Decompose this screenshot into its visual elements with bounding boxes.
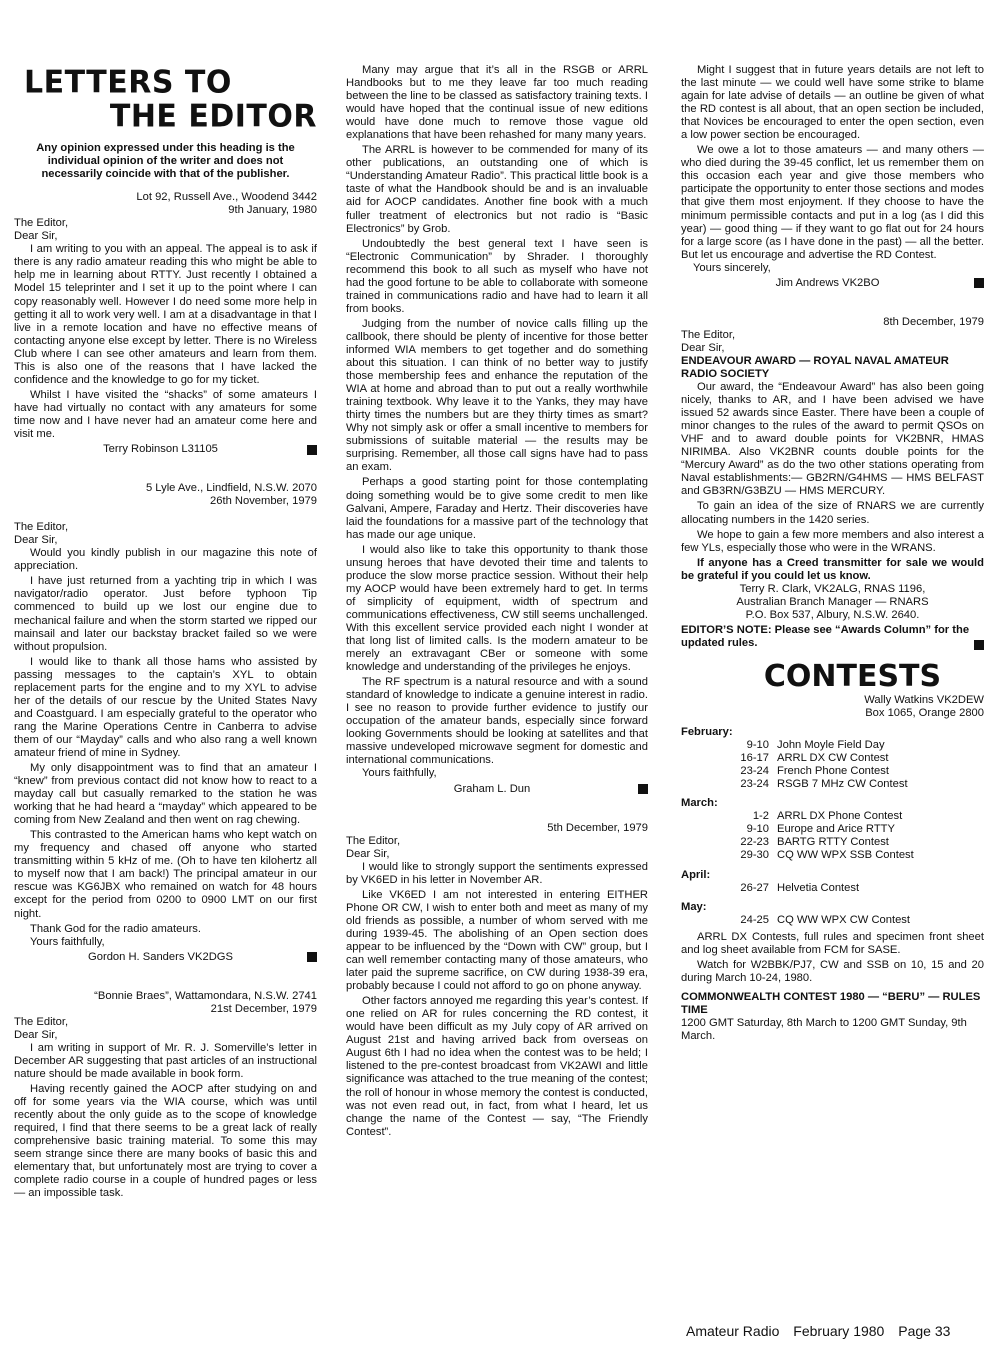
contests-author: Wally Watkins VK2DEW [864,693,984,706]
contest-event [681,810,984,823]
letter-closing: Yours faithfully, [30,935,105,948]
contest-event [681,882,984,895]
contest-name: Helvetia Contest [777,881,860,894]
letter-date: 8th December, 1979 [883,315,984,328]
footer-issue: February 1980 [793,1323,885,1339]
contest-month: March: [681,797,718,810]
time-label: TIME [681,1003,708,1016]
contest-event [681,739,984,752]
contest-name: CQ WW WPX SSB Contest [777,849,914,862]
signature-row [14,443,317,456]
letter-paragraph: Many may argue that it’s all in the RSGB or ARRL Handbooks but to me they leave far too much reading between the line to be classed as satisfactory training texts. I would have hoped that the continual issue of new editions would have done much to remove those vague old explanations that have been rehashed for many many years. [346,64,648,142]
salutation: Dear Sir, [14,534,58,547]
time-text: 1200 GMT Saturday, 8th March to 1200 GMT Sunday, 9th March. [681,1017,967,1043]
letter-closing: Yours sincerely, [693,261,771,274]
letter-address: 5 Lyle Ave., Lindfield, N.S.W. 2070 [145,482,317,495]
contest-dates: 23-24 [740,778,769,791]
letter-paragraph: If anyone has a Creed transmitter for sale we would be grateful if you could let us know. [681,556,984,582]
letter-signature: Terry Robinson L31105 [103,443,218,456]
letter-paragraph: Would you kindly publish in our magazine this note of appreciation. [14,547,317,573]
letter-clark [681,316,984,650]
end-mark-icon [974,278,984,288]
salutation: Dear Sir, [346,847,390,860]
letter-signature: Gordon H. Sanders VK2DGS [88,950,233,963]
editors-note: EDITOR’S NOTE: Please see “Awards Column” for the updated rules. [681,623,970,649]
contest-dates: 9-10 [746,823,769,836]
contest-dates: 23-24 [740,765,769,778]
section-heading-line1: LETTERS TO [24,64,232,101]
letter-paragraph: Thank God for the radio amateurs. [30,922,202,935]
contest-event [681,765,984,778]
contests-paragraph: ARRL DX Contests, full rules and specimen front sheet and log sheet available from FCM for SASE. [681,930,984,956]
signature-row [681,277,984,290]
salutation: The Editor, [14,217,69,230]
contest-dates: 24-25 [740,913,769,926]
contest-name: John Moyle Field Day [777,739,885,752]
contest-month: February: [681,726,733,739]
letter-date: 21st December, 1979 [210,1002,317,1015]
letter-paragraph: Other factors annoyed me regarding this year’s contest. If one relied on AR for rules concerning the RD contest, it would have been difficult as my July copy of AR arrived on August 21st and having arrived back from overseas on August 6th I had no idea when the contest was to be held; I listened to the pre-contest broadcast from VK2AWI and little significance was attached to the true meaning of the contest; the roll of honour in whose memory the contest is conducted, was not even read out, in fact, from what I heard, let us change the name of the Contest — say, “The Friendly Contest”. [346,995,648,1138]
letter-paragraph: Undoubtedly the best general text I have seen is “Electronic Communication” by Shrader. I thoroughly recommend this book to all such as myself who have not had the good fortune to be able to collaborate with someone trained in communications radio and have had to learn it all from books. [346,237,648,315]
contest-name: RSGB 7 MHz CW Contest [777,778,908,791]
letter-paragraph: Perhaps a good starting point for those contemplating doing something would be to give some credit to men like Galvani, Ampere, Faraday and Hertz. Their discoveries have laid the foundations for a massive part of the technology that has made our age unique. [346,476,648,541]
letter-paragraph: I would like to strongly support the sentiments expressed by VK6ED in his letter in November AR. [346,860,648,886]
contests-heading: CONTESTS [763,658,942,694]
contest-dates: 29-30 [740,849,769,862]
contest-dates: 26-27 [740,881,769,894]
footer-publication: Amateur Radio [686,1323,780,1339]
footer-page-number: Page 33 [898,1323,951,1339]
letter-address: “Bonnie Braes”, Wattamondara, N.S.W. 2741 [94,989,317,1002]
letter-dun [14,990,317,1201]
contest-calendar [681,726,984,927]
letter-andrews [346,822,648,1139]
salutation: Dear Sir, [14,1028,58,1041]
letter-sanders [14,482,317,964]
letter-signature: Graham L. Dun [453,782,531,795]
letter-paragraph: I would like to thank all those hams who assisted by passing messages to the captain’s XYL to obtain replacement parts for the engine and to my XYL to advise her of the details of our rescue by the United States Navy and Coastguard. I am especially grateful to the operator who rang the Marine Operations Centre in Canberra to advise them of our “Mayday” calls and who also rang a well known amateur friend of mine in Sydney. [14,655,317,759]
letter-paragraph: We hope to gain a few more members and also interest a few YLs, especially those who were in the WRANS. [681,528,984,554]
contest-event [681,823,984,836]
contest-month: May: [681,900,707,913]
contest-month: April: [681,868,711,881]
column-1 [14,66,317,1200]
salutation: The Editor, [346,834,401,847]
contest-event [681,752,984,765]
contest-event [681,849,984,862]
contest-name: Europe and Arice RTTY [777,823,895,836]
letter-paragraph: Whilst I have visited the “shacks” of some amateurs I have had virtually no contact with any amateurs for some time now and I have never had an amateur come here and visit me. [14,388,317,440]
contests-paragraph: Watch for W2BBK/PJ7, CW and SSB on 10, 15 and 20 during March 10-24, 1980. [681,958,984,984]
end-mark-icon [974,640,984,650]
letter-date: 26th November, 1979 [210,495,317,508]
end-mark-icon [638,784,648,794]
page-footer [686,1325,986,1338]
disclaimer-notice: Any opinion expressed under this heading is the individual opinion of the writer and does not necessarily coincide with that of the publisher. [36,142,295,181]
editors-note-row [681,624,984,650]
contest-dates: 9-10 [746,739,769,752]
end-mark-icon [307,445,317,455]
letter-paragraph: The ARRL is however to be commended for many of its other publications, an outstanding one of which is “Understanding Amateur Radio”. This practical little book is a taste of what the Handbook should be and is an invaluable aid for AOCP candidates. Another fine book with a much fuller treatment of electronics but not radio is “Basic Electronics” by Grob. [346,144,648,235]
letter-signature-line: Australian Branch Manager — RNARS [736,595,929,608]
letter-date: 5th December, 1979 [547,821,648,834]
contest-dates: 16-17 [740,752,769,765]
contest-dates: 22-23 [740,836,769,849]
letter-paragraph: I am writing in support of Mr. R. J. Somerville’s letter in December AR suggesting that past articles of an instructional nature should be made available in book form. [14,1041,317,1080]
signature-row [346,783,648,796]
end-mark-icon [307,952,317,962]
letter-paragraph: My only disappointment was to find that an amateur I “knew” from previous contact did not know how to react to a mayday call but casually remarked to the station he was working that he had heard a “mayday” which appeared to be coming from New Zealand and then went on rag chewing. [14,762,317,827]
contest-event [681,778,984,791]
letter-paragraph: Might I suggest that in future years details are not left to the last minute — we could well have some strike to blame again for late advise of details — an outline be given of what the RD contest is all about, that an open section be included, that Novices be encouraged to enter the open section, even a low power section be encouraged. [681,64,984,142]
contest-dates: 1-2 [752,810,769,823]
letter-paragraph: We owe a lot to those amateurs — and many others — who died during the 39-45 conflict, let us remember them on this occasion each year and give those members who participate the opportunity to enter those sections and modes that give them most enjoyment. If they choose to have the minimum permissible contacts and put in a log (as I did this year) — good thing — if they want to go flat out for 24 hours for a large score (as I have done in the past) — all the better. But let us encourage and advertise the RD Contest. [681,144,984,261]
commonwealth-heading: COMMONWEALTH CONTEST 1980 — “BERU” — RULES [681,990,981,1003]
letter-paragraph: Our award, the “Endeavour Award” has also been going nicely, thanks to AR, and I have been advised we have issued 52 awards since Easter. There have been a couple of minor changes to the rules of the award to permit QSOs on VHF and to award double points for VK2BNR, HMAS NIRIMBA. Also VK2BNR counts double points for the “Mercury Award” as do the two other stations operating from Naval establishments:— GB2RN/G4HMS — HMS BELFAST and GB3RN/G3BZU — HMS MERCURY. [681,381,984,498]
contest-event [681,836,984,849]
salutation: Dear Sir, [681,341,725,354]
letter-paragraph: Judging from the number of novice calls filling up the callbook, there should be plenty of incentive for those better informed WIA members to get together and do something about this situation. I can think of no better way to justify those membership fees and enhance the reputation of the WIA at home and abroad than to put out a really worthwhile training textbook. Why leave it to the Yanks, they may have thirty times the numbers but are they thirty times as smart? Why not simply ask or offer a small incentive to members for submissions of suitable material — the results may be surprising. Remember, all those call signs have had to pass an exam. [346,317,648,474]
salutation: The Editor, [14,521,69,534]
letter-date: 9th January, 1980 [228,204,317,217]
letter-paragraph: Having recently gained the AOCP after studying on and off for some years via the WIA course, which was until recently about the only guide as to the scope of knowledge required, I find that there seems to be a great lack of really comprehensive basic training material. To some this may seem strange since there are many books of basic this and elementary that, but unfortunately most are trying to cover a complete radio course in a couple of hundred pages or less — an impossible task. [14,1083,317,1200]
contest-name: ARRL DX CW Contest [777,752,889,765]
letter-paragraph: Like VK6ED I am not interested in entering EITHER Phone OR CW, I wish to enter both and meet as many of my old friends as possible, a number of whom served with me during 1939-45. The abolishing of an Open section does appear to be influenced by the “Down with CW” group, but I can well remember contacting many of those amateurs, who later paid the supreme sacrifice, on CW during 1938-39 era, probably because I could not afford to go on phone anyway. [346,888,648,993]
contest-event [681,914,984,927]
letter-signature-line: Terry R. Clark, VK2ALG, RNAS 1196, [739,582,926,595]
column-2 [346,64,648,1139]
column-3 [681,64,984,1043]
salutation: Dear Sir, [14,230,58,243]
letter-paragraph: I am writing to you with an appeal. The appeal is to ask if there is any radio amateur reading this who might be able to help me in learning about RTTY. Just recently I obtained a Model 15 teleprinter and I set it up to the point where I can copy reasonably well. However I do need some more help in getting it all to work very well. I am at a disadvantage in that I live in a remote location and have no effective means of contacting anyone else except by letter. There is no Wireless Club where I can see other amateurs and learn from them. This is also one of the reasons that I have lacked the confidence and the knowledge to go for my ticket. [14,243,317,386]
letter-robinson [14,191,317,456]
signature-row [14,951,317,964]
letter-title: ENDEAVOUR AWARD — ROYAL NAVAL AMATEUR RADIO SOCIETY [681,354,949,380]
letter-paragraph: To gain an idea of the size of RNARS we are currently allocating numbers in the 1420 series. [681,500,984,526]
letter-signature: Jim Andrews VK2BO [775,276,880,289]
section-heading-line2: THE EDITOR [109,98,317,135]
letter-address: Lot 92, Russell Ave., Woodend 3442 [136,191,317,204]
letter-paragraph: I have just returned from a yachting trip in which I was navigator/radio operator. Just before typhoon Tip commenced to build up we lost our engine due to mechanical failure and when the storm started we ripped our mainsail and later our backstay bracket failed so we were without propulsion. [14,575,317,653]
contest-name: BARTG RTTY Contest [777,836,889,849]
letter-paragraph: I would also like to take this opportunity to thank those unsung heroes that have devoted their time and talents to produce the slow morse practice session. Without their help my AOCP would have been extremely hard to get. In terms of simplicity of equipment, width of spectrum and communications effectiveness, CW still seems unchallenged. With this excellent service provided each night I wonder at that long list of limited calls. Is the modern amateur to be merely an extravagant CBer or someone with some knowledge and understanding of the privileges he enjoys. [346,543,648,674]
letter-paragraph: This contrasted to the American hams who kept watch on my frequency and chased off anyone who started transmitting within 5 kHz of me. (Oh to have ten kilohertz all to myself now that I am back!) The principal amateur in our rescue was KG6JBX who remained on watch for 48 hours except for the period from 0200 to 0900 LMT on our first night. [14,829,317,920]
letter-paragraph: The RF spectrum is a natural resource and with a sound standard of knowledge to indicate a genuine interest in radio. I see no reason to provide further evidence to justify our occupation of the amateur bands, especially since forward looking Governments should be looking at satellites and that massive undeveloped microwave segment for domestic and international communications. [346,676,648,767]
contest-name: ARRL DX Phone Contest [777,810,903,823]
contests-address: Box 1065, Orange 2800 [865,707,984,720]
salutation: The Editor, [681,328,736,341]
contest-name: CQ WW WPX CW Contest [777,913,911,926]
contest-name: French Phone Contest [777,765,889,778]
letter-signature-line: P.O. Box 537, Albury, N.S.W. 2640. [745,608,920,621]
salutation: The Editor, [14,1015,69,1028]
letter-closing: Yours faithfully, [362,767,437,780]
